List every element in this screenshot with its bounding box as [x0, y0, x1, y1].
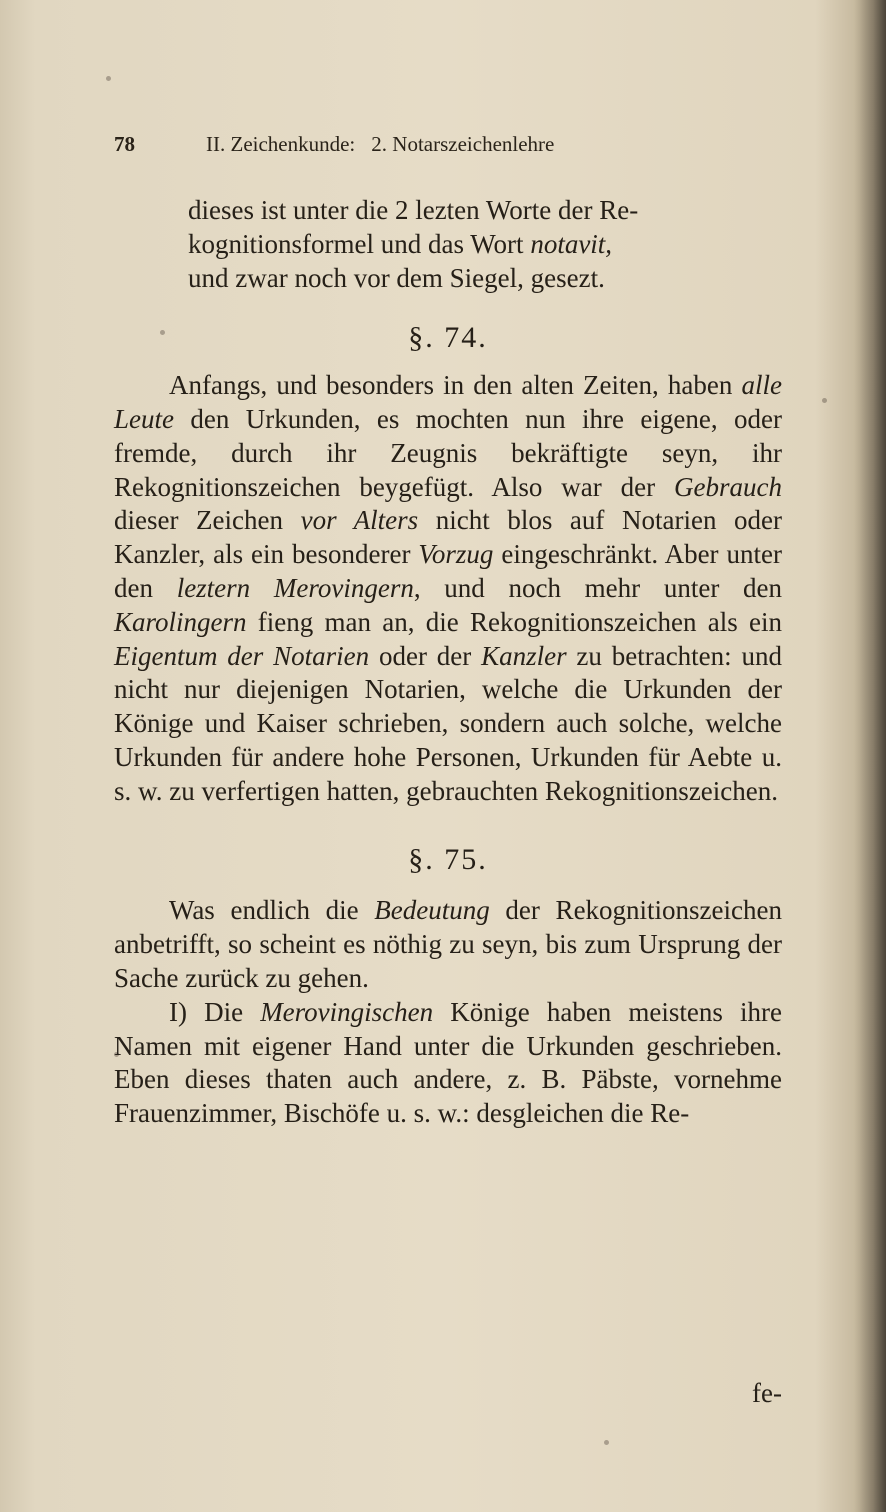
- paragraph-75-1: Was endlich die Bedeutung der Rekognitionszeichen anbetrifft, so scheint es nöthig zu seyn, bis zum Ursprung der Sache zurück zu gehen.: [114, 895, 782, 993]
- continuation-line: und zwar noch vor dem Siegel, gesezt.: [188, 262, 605, 293]
- running-title-section: 2. Notarszeichenlehre: [371, 132, 555, 156]
- paragraph-75-2: I) Die Merovingischen Könige haben meistens ihre Namen mit eigener Hand unter die Urkunden geschrieben. Eben dieses thaten auch andere, z. B. Päbste, vornehme Frauenzimmer, Bischöfe u. s. w.: desgleichen die Re-: [114, 996, 782, 1129]
- running-header: [114, 132, 714, 157]
- body-text: [114, 194, 782, 1131]
- paper-spot: [106, 76, 111, 81]
- continuation-paragraph: [114, 194, 782, 295]
- paper-spot: [604, 1440, 609, 1445]
- running-title-chapter: II. Zeichenkunde:: [206, 132, 356, 156]
- section-heading-74: §. 74.: [408, 321, 488, 355]
- paragraph-74: Anfangs, und besonders in den alten Zeiten, haben alle Leute den Urkunden, es mochten nun ihre eigene, oder fremde, durch ihr Zeugnis bekräftigte seyn, ihr Rekognitionszeichen beygefügt. Also war der Gebrauch dieser Zeichen vor Alters nicht blos auf Notarien oder Kanzler, als ein besonderer Vorzug eingeschränkt. Aber unter den leztern Merovingern, und noch mehr unter den Karolingern fieng man an, die Rekognitionszeichen als ein Eigentum der Notarien oder der Kanzler zu betrachten: und nicht nur diejenigen Notarien, welche die Urkunden der Könige und Kaiser schrieben, sondern auch solche, welche Urkunden für andere hohe Personen, Urkunden für Aebte u. s. w. zu verfertigen hatten, gebrauchten Rekognitionszeichen.: [114, 370, 783, 806]
- catchword: fe-: [752, 1378, 782, 1408]
- continuation-italic: notavit,: [530, 228, 613, 259]
- page-edge-shadow: [854, 0, 886, 1512]
- paper-spot: [822, 398, 827, 403]
- continuation-line: dieses ist unter die 2 lezten Worte der Re-: [188, 195, 639, 225]
- section-heading-75: §. 75.: [408, 842, 488, 876]
- continuation-line: kognitionsformel und das Wort: [188, 228, 531, 259]
- page-number: 78: [114, 132, 135, 156]
